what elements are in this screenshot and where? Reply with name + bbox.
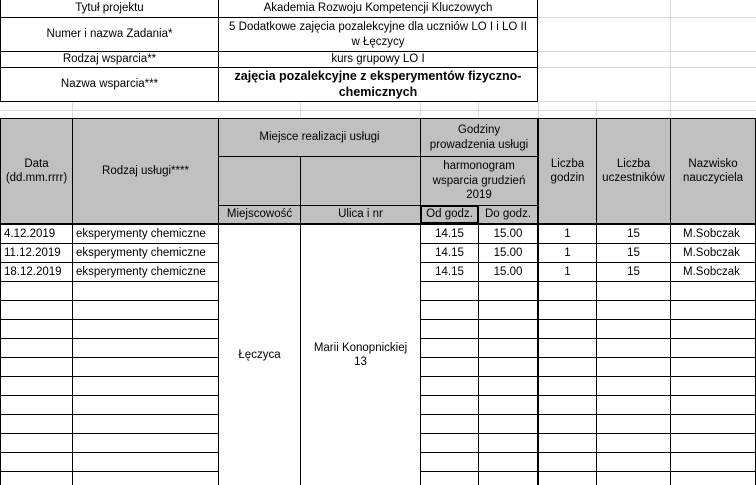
cell-service[interactable]: eksperymenty chemiczne [72, 243, 219, 263]
support-name-label: Nazwa wsparcia*** [0, 67, 219, 102]
cell-participants[interactable] [596, 414, 671, 434]
task-value: 5 Dodatkowe zajęcia pozalekcyjne dla uczniów LO I i LO II w Łęczycy [218, 17, 538, 52]
cell-date[interactable] [0, 433, 73, 453]
cell-hours[interactable] [538, 433, 597, 453]
cell-teacher[interactable] [670, 452, 756, 472]
project-title-label: Tytuł projektu [0, 0, 219, 18]
cell-participants[interactable] [596, 281, 671, 301]
cell-hours[interactable] [538, 338, 597, 358]
cell-to[interactable] [478, 281, 538, 301]
cell-date[interactable]: 18.12.2019 [0, 262, 73, 282]
cell-service[interactable] [72, 376, 219, 396]
cell-teacher[interactable] [670, 395, 756, 415]
cell-from[interactable]: 14.15 [420, 243, 479, 263]
cell-from[interactable] [420, 376, 479, 396]
header-hours-group: Godziny prowadzenia usługi [420, 118, 538, 157]
cell-to[interactable] [478, 414, 538, 434]
cell-participants[interactable]: 15 [596, 243, 671, 263]
cell-to[interactable] [478, 452, 538, 472]
header-date: Data (dd.mm.rrrr) [0, 118, 73, 224]
cell-hours[interactable] [538, 319, 597, 339]
cell-date[interactable] [0, 395, 73, 415]
cell-service[interactable] [72, 414, 219, 434]
cell-to[interactable] [478, 357, 538, 377]
cell-participants[interactable] [596, 319, 671, 339]
cell-date[interactable] [0, 376, 73, 396]
cell-from[interactable] [420, 471, 479, 485]
cell-hours[interactable] [538, 300, 597, 320]
cell-date[interactable] [0, 471, 73, 485]
cell-teacher[interactable]: M.Sobczak [670, 243, 756, 263]
header-schedule: harmonogram wsparcia grudzień 2019 [420, 156, 538, 206]
cell-from[interactable] [420, 300, 479, 320]
task-label: Numer i nazwa Zadania* [0, 17, 219, 52]
header-town: Miejscowość [218, 205, 301, 224]
cell-teacher[interactable] [670, 471, 756, 485]
cell-from[interactable] [420, 357, 479, 377]
cell-service[interactable] [72, 281, 219, 301]
cell-to[interactable] [478, 471, 538, 485]
cell-teacher[interactable]: M.Sobczak [670, 224, 756, 244]
cell-date[interactable] [0, 319, 73, 339]
header-teacher: Nazwisko nauczyciela [670, 118, 756, 224]
cell-service[interactable] [72, 433, 219, 453]
cell-to[interactable]: 15.00 [478, 262, 538, 282]
cell-participants[interactable]: 15 [596, 262, 671, 282]
cell-teacher[interactable] [670, 338, 756, 358]
header-place-group: Miejsce realizacji usługi [218, 118, 421, 157]
cell-date[interactable] [0, 338, 73, 358]
cell-date[interactable]: 4.12.2019 [0, 224, 73, 244]
cell-to[interactable] [478, 338, 538, 358]
cell-from[interactable] [420, 319, 479, 339]
cell-to[interactable] [478, 376, 538, 396]
cell-date[interactable] [0, 357, 73, 377]
cell-to[interactable] [478, 395, 538, 415]
support-type-label: Rodzaj wsparcia** [0, 51, 219, 68]
cell-to[interactable] [478, 433, 538, 453]
cell-date[interactable] [0, 281, 73, 301]
cell-service[interactable] [72, 452, 219, 472]
cell-service[interactable] [72, 338, 219, 358]
cell-from[interactable] [420, 395, 479, 415]
cell-to[interactable] [478, 319, 538, 339]
cell-participants[interactable] [596, 471, 671, 485]
cell-hours[interactable]: 1 [538, 224, 597, 244]
cell-service[interactable]: eksperymenty chemiczne [72, 262, 219, 282]
cell-to[interactable]: 15.00 [478, 243, 538, 263]
cell-participants[interactable] [596, 395, 671, 415]
cell-teacher[interactable] [670, 300, 756, 320]
support-type-value: kurs grupowy LO I [218, 51, 538, 68]
cell-participants[interactable] [596, 357, 671, 377]
cell-date[interactable] [0, 300, 73, 320]
cell-hours[interactable] [538, 471, 597, 485]
cell-hours[interactable]: 1 [538, 243, 597, 263]
cell-service[interactable]: eksperymenty chemiczne [72, 224, 219, 244]
cell-teacher[interactable] [670, 319, 756, 339]
header-from: Od godz. [420, 205, 479, 224]
cell-teacher[interactable] [670, 357, 756, 377]
header-hours-count: Liczba godzin [538, 118, 597, 224]
cell-hours[interactable]: 1 [538, 262, 597, 282]
cell-service[interactable] [72, 395, 219, 415]
cell-service[interactable] [72, 357, 219, 377]
cell-teacher[interactable] [670, 433, 756, 453]
cell-from[interactable] [420, 452, 479, 472]
cell-from[interactable] [420, 338, 479, 358]
cell-from[interactable] [420, 281, 479, 301]
header-participants: Liczba uczestników [596, 118, 671, 224]
cell-participants[interactable] [596, 300, 671, 320]
cell-teacher[interactable] [670, 281, 756, 301]
cell-teacher[interactable]: M.Sobczak [670, 262, 756, 282]
cell-hours[interactable] [538, 281, 597, 301]
cell-participants[interactable] [596, 452, 671, 472]
cell-participants[interactable]: 15 [596, 224, 671, 244]
town-cell: Łęczyca [218, 224, 301, 485]
cell-service[interactable] [72, 300, 219, 320]
cell-hours[interactable] [538, 376, 597, 396]
support-name-value: zajęcia pozalekcyjne z eksperymentów fizyczno-chemicznych [218, 67, 538, 102]
cell-hours[interactable] [538, 452, 597, 472]
header-street: Ulica i nr [300, 205, 421, 224]
cell-from[interactable]: 14.15 [420, 262, 479, 282]
header-to: Do godz. [478, 205, 538, 224]
header-place-blank-2 [300, 156, 421, 206]
cell-participants[interactable] [596, 338, 671, 358]
header-service-type: Rodzaj usługi**** [72, 118, 219, 224]
cell-participants[interactable] [596, 376, 671, 396]
cell-from[interactable] [420, 433, 479, 453]
header-place-blank-1 [218, 156, 301, 206]
cell-date[interactable] [0, 452, 73, 472]
cell-from[interactable]: 14.15 [420, 224, 479, 244]
cell-date[interactable]: 11.12.2019 [0, 243, 73, 263]
cell-teacher[interactable] [670, 376, 756, 396]
cell-to[interactable]: 15.00 [478, 224, 538, 244]
cell-from[interactable] [420, 414, 479, 434]
cell-to[interactable] [478, 300, 538, 320]
cell-participants[interactable] [596, 433, 671, 453]
project-title-value: Akademia Rozwoju Kompetencji Kluczowych [218, 0, 538, 18]
cell-hours[interactable] [538, 395, 597, 415]
cell-hours[interactable] [538, 357, 597, 377]
cell-service[interactable] [72, 471, 219, 485]
cell-date[interactable] [0, 414, 73, 434]
cell-hours[interactable] [538, 414, 597, 434]
street-cell: Marii Konopnickiej 13 [300, 224, 421, 485]
cell-teacher[interactable] [670, 414, 756, 434]
cell-service[interactable] [72, 319, 219, 339]
